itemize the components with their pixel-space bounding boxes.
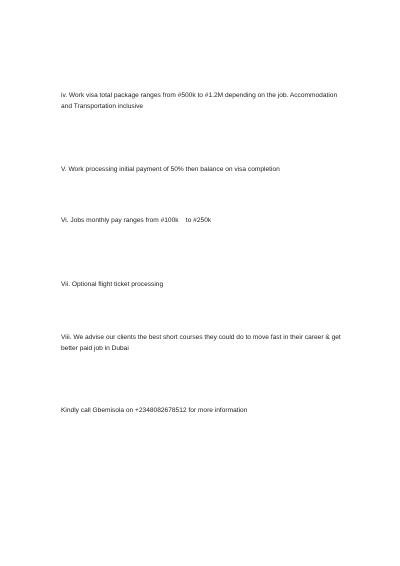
paragraph-work-processing-payment: V. Work processing initial payment of 50% then balance on visa completion — [61, 166, 280, 173]
paragraph-short-courses-advice: Viii. We advise our clients the best short courses they could do to move fast in their career & get better paid job in Dubai — [61, 334, 343, 352]
paragraph-monthly-pay-range: Vi. Jobs monthly pay ranges from #100k to #250k — [61, 217, 212, 224]
paragraph-work-visa-package: iv. Work visa total package ranges from #500k to #1.2M depending on the job. Accommodation and Transportation inclusive — [61, 92, 339, 110]
paragraph-flight-ticket: Vii. Optional flight ticket processing — [61, 281, 164, 288]
paragraph-contact-info: Kindly call Gbemisola on +2348082678512 for more information — [61, 407, 248, 414]
